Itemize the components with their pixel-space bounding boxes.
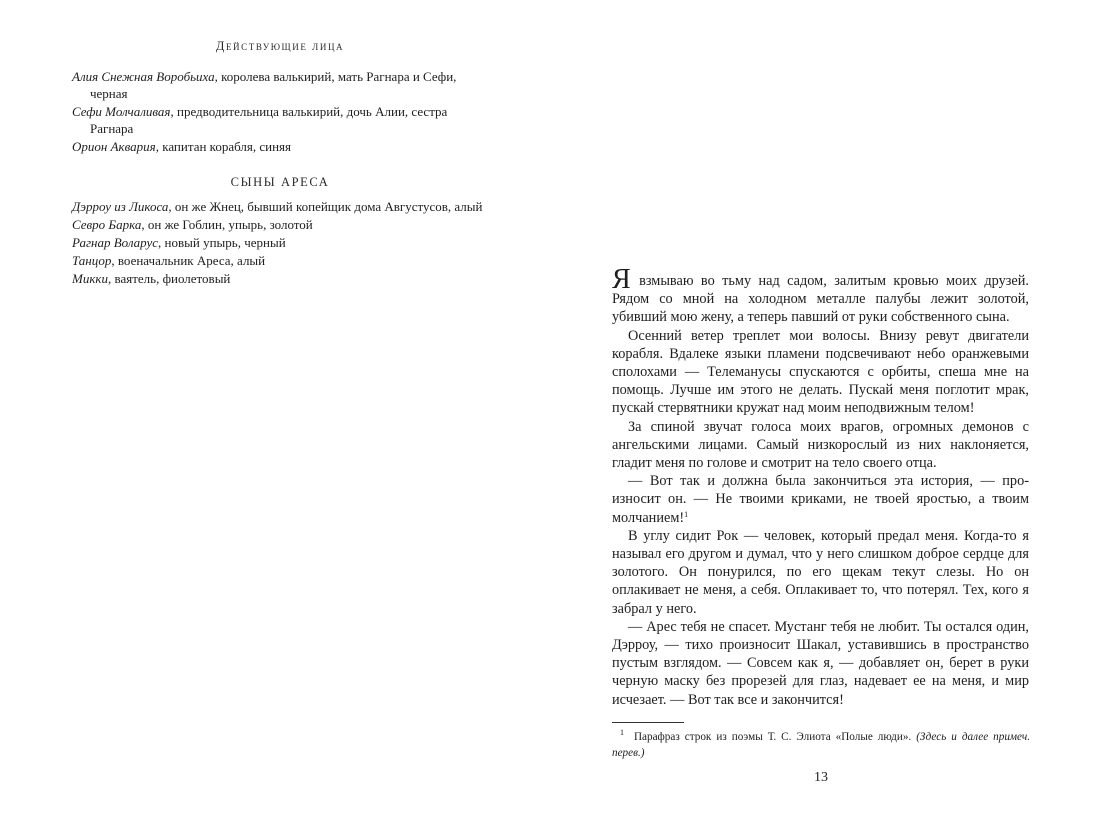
character-name: Орион Аквария <box>72 139 156 154</box>
paragraph <box>612 472 1029 527</box>
character-desc: , он же Гоблин, упырь, золотой <box>141 217 313 232</box>
footnote-text: Парафраз строк из поэмы Т. С. Элиота «Полые люди». <box>633 731 912 743</box>
character-desc: , королева валькирий, мать Рагнара и Сефи, черная <box>90 69 457 101</box>
character-name: Севро Барка <box>72 217 142 232</box>
character-desc: , он же Жнец, бывший копейщик дома Августусов, алый <box>168 199 483 214</box>
character-name: Танцор <box>72 253 112 268</box>
cast-entry <box>72 138 490 155</box>
character-desc: , ваятель, фиолетовый <box>108 271 231 286</box>
paragraph-text: — Вот так и должна была закончиться эта история, — произносит он. — Не твоими криками, не твоей яростью, а твоим молчанием! <box>612 473 1029 526</box>
character-desc: , капитан корабля, синяя <box>155 139 291 154</box>
character-name: Алия Снежная Воробьиха <box>72 69 215 84</box>
cast-entry <box>72 198 490 215</box>
character-name: Микки <box>72 271 108 286</box>
paragraph: За спиной звучат голоса моих врагов, огромных демонов с ангельскими лицами. Самый низкорослый из них наклоняется, гладит меня по голове и смотрит на тело своего отца. <box>612 418 1029 472</box>
cast-list-valkyries <box>72 68 490 156</box>
footnote <box>612 729 1030 761</box>
paragraph: Осенний ветер треплет мои волосы. Внизу ревут двигатели корабля. Вдалеке языки пламени подсвечивают небо оранжевыми сполохами — Телеманусы спускаются с орбиты, спеша мне на помощь. Лучше им этого не делать. Пускай меня поглотит мрак, пускай стервятники кружат над моим неподвижным телом! <box>612 327 1029 417</box>
footnote-note: (Здесь и далее примеч. перев.) <box>612 731 1031 759</box>
footnote-marker: 1 <box>620 728 624 737</box>
character-desc: , предводительница валькирий, дочь Алии, сестра Рагнара <box>90 104 448 136</box>
cast-entry <box>72 216 490 233</box>
cast-entry <box>72 270 490 287</box>
character-desc: , новый упырь, черный <box>158 235 286 250</box>
section-title-cast: Действующие лица <box>215 39 345 53</box>
drop-cap: Я <box>612 264 631 295</box>
character-name: Сефи Молчаливая <box>72 104 171 119</box>
cast-entry <box>72 68 490 102</box>
character-desc: , военачальник Ареса, алый <box>111 253 266 268</box>
footnote-ref[interactable]: 1 <box>684 509 689 519</box>
section-title-sons-of-ares: СЫНЫ АРЕСА <box>230 175 330 189</box>
page-number: 13 <box>814 770 828 785</box>
chapter-text <box>612 264 1029 709</box>
paragraph: — Арес тебя не спасет. Мустанг тебя не любит. Ты остался один, Дэрроу, — тихо произносит Шакал, уставившись в пространство пустым взглядом. — Совсем как я, — добавляет он, берет в руки черную маску без прорезей для глаз, надевает ее на меня, и мир исчезает. — Вот так все и закончится! <box>612 618 1029 708</box>
paragraph <box>612 264 1029 327</box>
character-name: Дэрроу из Ликоса <box>72 199 169 214</box>
paragraph-text: взмываю во тьму над садом, залитым кровью моих друзей. Рядом со мной на холодном металле палубы лежит золотой, убивший мою жену, а теперь павший от руки собственного сына. <box>612 273 1029 326</box>
cast-entry <box>72 103 490 137</box>
cast-entry <box>72 252 490 269</box>
footnote-divider <box>612 722 684 723</box>
paragraph: В углу сидит Рок — человек, который предал меня. Когда-то я называл его другом и думал, что у него слишком доброе сердце для золотого. Он понурился, по его щекам текут слезы. Но он оплакивает не меня, а себя. Оплакивает то, что потерял. Тех, кого я забрал у него. <box>612 527 1029 617</box>
character-name: Рагнар Воларус <box>72 235 159 250</box>
cast-entry <box>72 234 490 251</box>
cast-list-sons-of-ares <box>72 198 490 288</box>
